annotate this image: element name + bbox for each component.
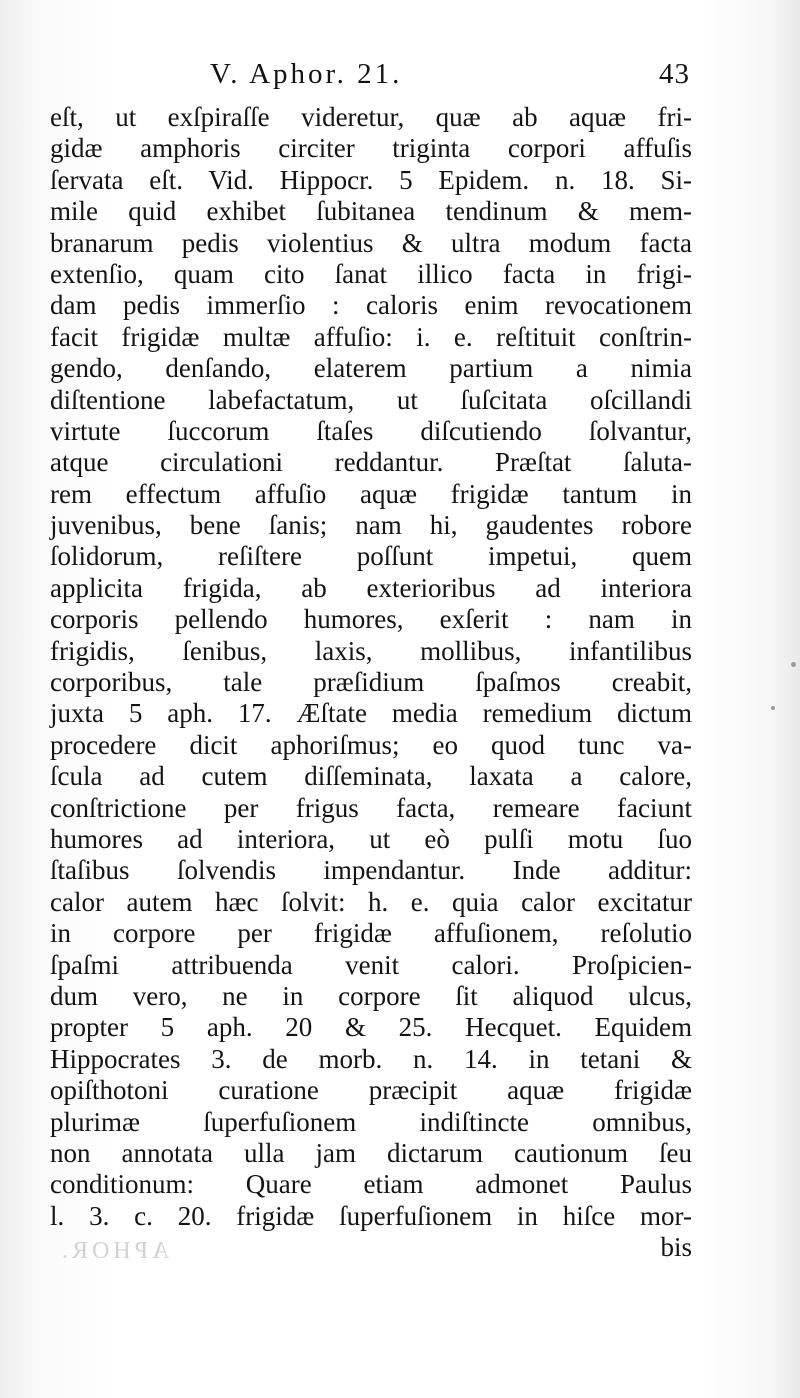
- text-line-catchword: bis: [660, 1232, 692, 1263]
- text-line: propter 5 aph. 20 & 25. Hecquet. Equidem: [50, 1012, 692, 1043]
- ink-spot: [771, 706, 775, 710]
- text-line: ſervata eſt. Vid. Hippocr. 5 Epidem. n. 18. Si-: [50, 164, 692, 195]
- text-line: ſpaſmi attribuenda venit calori. Proſpicien-: [50, 949, 692, 980]
- text-line: frigidis, ſenibus, laxis, mollibus, infantilibus: [50, 635, 692, 666]
- bleed-through-text: APHOR.: [58, 1238, 170, 1264]
- text-line: in corpore per frigidæ affuſionem, reſolutio: [50, 918, 692, 949]
- text-line: facit frigidæ multæ affuſio: i. e. reſtituit conſtrin-: [50, 321, 692, 352]
- text-line: procedere dicit aphoriſmus; eo quod tunc va-: [50, 729, 692, 760]
- page-number: 43: [659, 58, 690, 90]
- text-line: juvenibus, bene ſanis; nam hi, gaudentes robore: [50, 510, 692, 541]
- text-line: branarum pedis violentius & ultra modum facta: [50, 227, 692, 258]
- body-text: [50, 102, 692, 1263]
- text-line: juxta 5 aph. 17. Æſtate media remedium dictum: [50, 698, 692, 729]
- text-line: ſcula ad cutem diſſeminata, laxata a calore,: [50, 761, 692, 792]
- ink-spot: [791, 662, 796, 667]
- text-line: rem effectum affuſio aquæ frigidæ tantum in: [50, 478, 692, 509]
- text-line: opiſthotoni curatione præcipit aquæ frigidæ: [50, 1075, 692, 1106]
- text-line: l. 3. c. 20. frigidæ ſuperfuſionem in hiſce mor-: [50, 1200, 692, 1231]
- text-line: conditionum: Quare etiam admonet Paulus: [50, 1169, 692, 1200]
- text-line: diſtentione labefactatum, ut ſuſcitata oſcillandi: [50, 384, 692, 415]
- text-line: calor autem hæc ſolvit: h. e. quia calor excitatur: [50, 886, 692, 917]
- text-line: atque circulationi reddantur. Præſtat ſaluta-: [50, 447, 692, 478]
- text-line: gendo, denſando, elaterem partium a nimia: [50, 353, 692, 384]
- text-line: conſtrictione per frigus facta, remeare faciunt: [50, 792, 692, 823]
- page-header: [210, 58, 690, 98]
- text-line: applicita frigida, ab exterioribus ad interiora: [50, 572, 692, 603]
- text-line: extenſio, quam cito ſanat illico facta in frigi-: [50, 258, 692, 289]
- text-line: ſolidorum, reſiſtere poſſunt impetui, quem: [50, 541, 692, 572]
- text-line: Hippocrates 3. de morb. n. 14. in tetani &: [50, 1043, 692, 1074]
- text-line: non annotata ulla jam dictarum cautionum ſeu: [50, 1137, 692, 1168]
- text-line: dum vero, ne in corpore ſit aliquod ulcus,: [50, 980, 692, 1011]
- text-line: dam pedis immerſio : caloris enim revocationem: [50, 290, 692, 321]
- text-line: corporibus, tale præſidium ſpaſmos creabit,: [50, 667, 692, 698]
- text-line: mile quid exhibet ſubitanea tendinum & mem-: [50, 196, 692, 227]
- text-line: gidæ amphoris circiter triginta corpori affuſis: [50, 133, 692, 164]
- text-line: plurimæ ſuperfuſionem indiſtincte omnibus,: [50, 1106, 692, 1137]
- text-line: humores ad interiora, ut eò pulſi motu ſuo: [50, 823, 692, 854]
- running-head: V. Aphor. 21.: [210, 58, 403, 90]
- text-line: eſt, ut exſpiraſſe videretur, quæ ab aquæ fri-: [50, 102, 692, 132]
- text-line: corporis pellendo humores, exſerit : nam in: [50, 604, 692, 635]
- text-line: ſtaſibus ſolvendis impendantur. Inde additur:: [50, 855, 692, 886]
- text-line: virtute ſuccorum ſtaſes diſcutiendo ſolvantur,: [50, 415, 692, 446]
